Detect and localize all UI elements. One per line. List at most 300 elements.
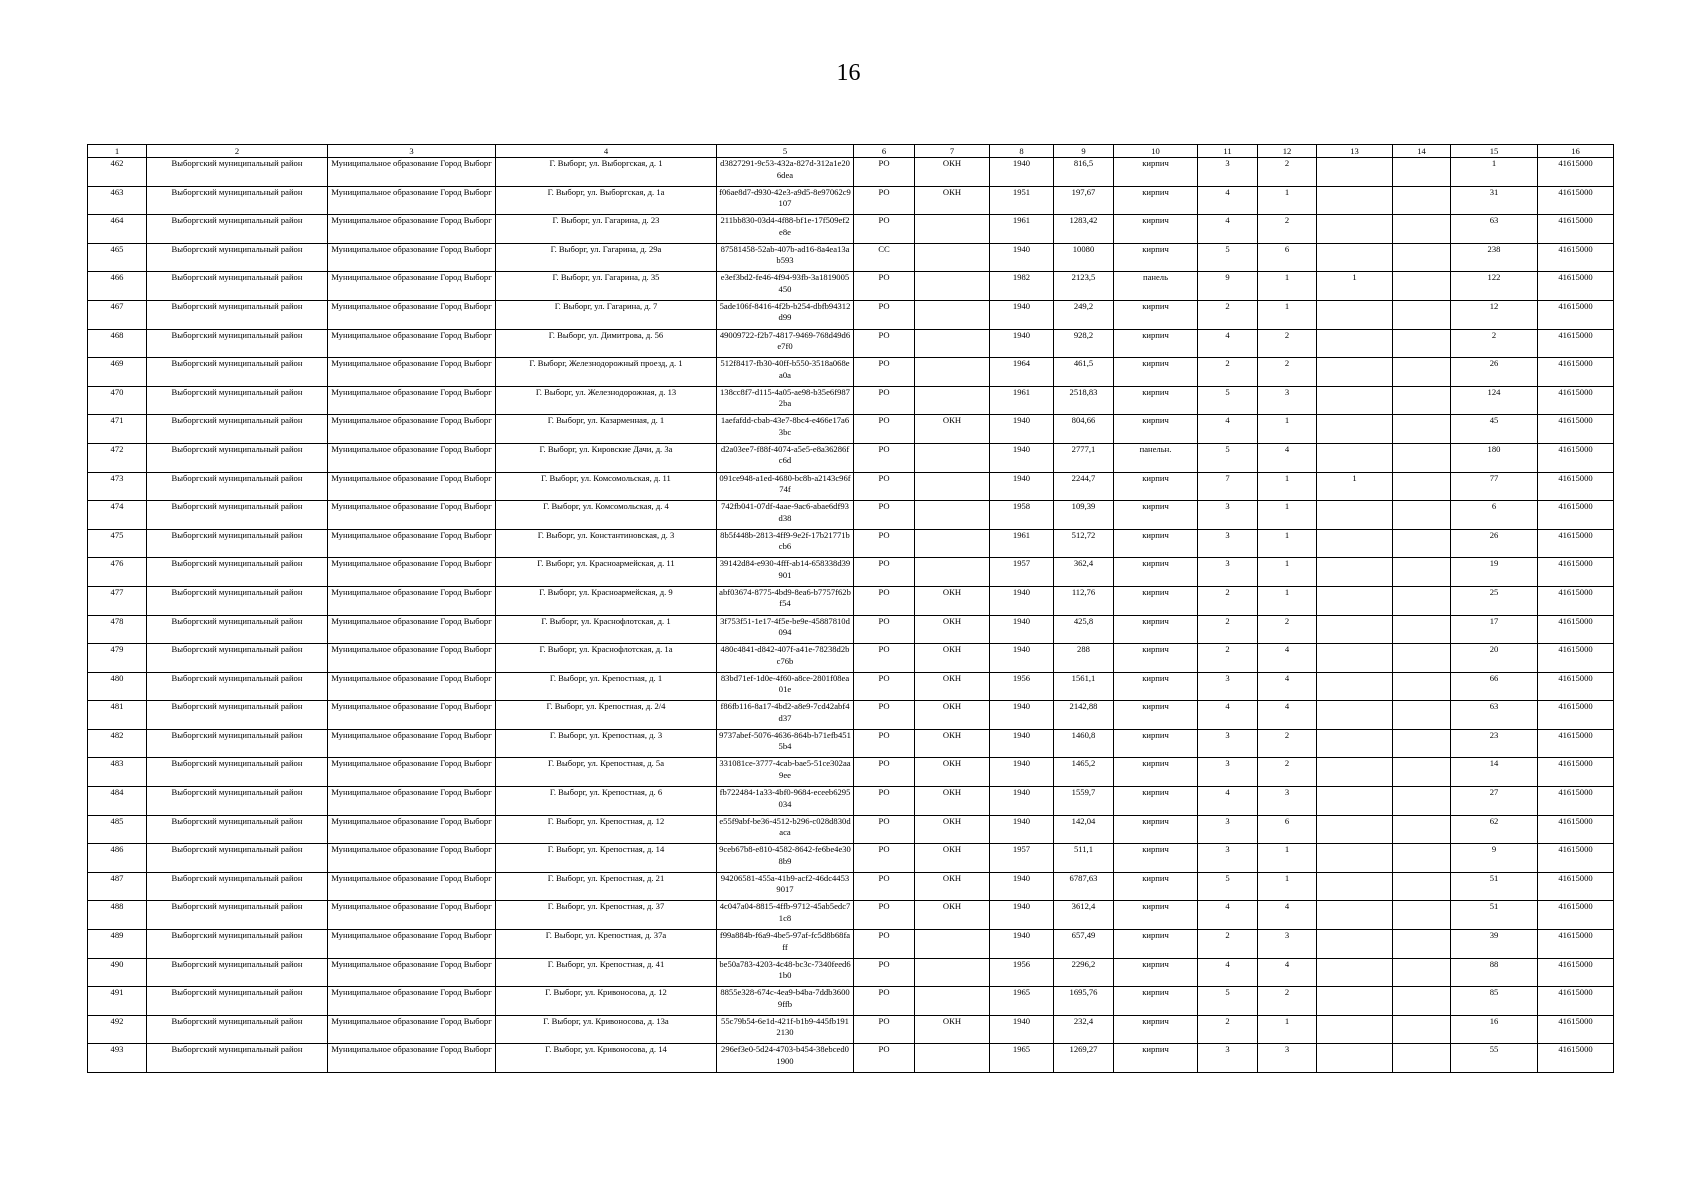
table-row	[88, 586, 1614, 615]
cell-residents: 51	[1451, 872, 1538, 901]
cell-municipality: Муниципальное образование Город Выборг	[328, 1015, 496, 1044]
cell-address: Г. Выборг, ул. Крепостная, д. 5а	[496, 758, 717, 787]
cell-address: Г. Выборг, ул. Крепостная, д. 41	[496, 958, 717, 987]
cell-col-13	[1317, 701, 1393, 730]
table-row	[88, 901, 1614, 930]
cell-wall-material: кирпич	[1114, 787, 1198, 816]
cell-house-guid: f86fb116-8a17-4bd2-a8e9-7cd42abf4d37	[717, 701, 854, 730]
cell-floors: 4	[1198, 787, 1258, 816]
cell-entrances: 2	[1258, 329, 1317, 358]
cell-floors: 2	[1198, 615, 1258, 644]
cell-row-number: 487	[88, 872, 147, 901]
cell-build-year: 1940	[990, 901, 1054, 930]
cell-residents: 26	[1451, 529, 1538, 558]
cell-col-13: 1	[1317, 272, 1393, 301]
cell-entrances: 1	[1258, 186, 1317, 215]
cell-district: Выборгский муниципальный район	[147, 186, 328, 215]
cell-district: Выборгский муниципальный район	[147, 386, 328, 415]
cell-municipality: Муниципальное образование Город Выборг	[328, 329, 496, 358]
cell-residents: 16	[1451, 1015, 1538, 1044]
cell-area: 362,4	[1054, 558, 1114, 587]
cell-floors: 3	[1198, 844, 1258, 873]
cell-entrances: 2	[1258, 758, 1317, 787]
cell-category: РО	[854, 158, 915, 187]
cell-area: 288	[1054, 644, 1114, 673]
cell-col-13	[1317, 186, 1393, 215]
cell-wall-material: кирпич	[1114, 701, 1198, 730]
cell-col-14	[1393, 787, 1451, 816]
cell-col-13	[1317, 644, 1393, 673]
cell-district: Выборгский муниципальный район	[147, 272, 328, 301]
cell-row-number: 478	[88, 615, 147, 644]
table-row	[88, 415, 1614, 444]
cell-category: РО	[854, 787, 915, 816]
cell-district: Выборгский муниципальный район	[147, 672, 328, 701]
cell-address: Г. Выборг, ул. Димитрова, д. 56	[496, 329, 717, 358]
cell-municipality: Муниципальное образование Город Выборг	[328, 272, 496, 301]
cell-floors: 7	[1198, 472, 1258, 501]
cell-wall-material: кирпич	[1114, 329, 1198, 358]
cell-entrances: 3	[1258, 386, 1317, 415]
cell-floors: 2	[1198, 644, 1258, 673]
cell-residents: 31	[1451, 186, 1538, 215]
cell-category: РО	[854, 729, 915, 758]
cell-floors: 3	[1198, 672, 1258, 701]
cell-municipality: Муниципальное образование Город Выборг	[328, 615, 496, 644]
cell-address: Г. Выборг, ул. Крепостная, д. 1	[496, 672, 717, 701]
cell-house-guid: 87581458-52ab-407b-ad16-8a4ea13ab593	[717, 243, 854, 272]
column-header: 5	[717, 145, 854, 158]
cell-district: Выборгский муниципальный район	[147, 787, 328, 816]
cell-oktmo-code: 41615000	[1538, 930, 1614, 959]
cell-district: Выборгский муниципальный район	[147, 815, 328, 844]
cell-col-13	[1317, 672, 1393, 701]
cell-address: Г. Выборг, ул. Гагарина, д. 23	[496, 215, 717, 244]
cell-col-14	[1393, 300, 1451, 329]
table-row	[88, 1015, 1614, 1044]
cell-category: РО	[854, 987, 915, 1016]
cell-district: Выборгский муниципальный район	[147, 358, 328, 387]
column-header: 14	[1393, 145, 1451, 158]
cell-entrances: 4	[1258, 958, 1317, 987]
cell-residents: 2	[1451, 329, 1538, 358]
cell-entrances: 1	[1258, 415, 1317, 444]
column-header: 4	[496, 145, 717, 158]
cell-col-14	[1393, 644, 1451, 673]
cell-wall-material: кирпич	[1114, 558, 1198, 587]
column-header: 13	[1317, 145, 1393, 158]
table-row	[88, 158, 1614, 187]
cell-col-13	[1317, 758, 1393, 787]
cell-area: 1460,8	[1054, 729, 1114, 758]
cell-oktmo-code: 41615000	[1538, 672, 1614, 701]
cell-col-14	[1393, 358, 1451, 387]
cell-entrances: 1	[1258, 872, 1317, 901]
cell-district: Выборгский муниципальный район	[147, 586, 328, 615]
cell-entrances: 3	[1258, 787, 1317, 816]
cell-col-14	[1393, 472, 1451, 501]
cell-row-number: 486	[88, 844, 147, 873]
cell-row-number: 463	[88, 186, 147, 215]
cell-floors: 4	[1198, 415, 1258, 444]
cell-floors: 2	[1198, 586, 1258, 615]
column-header: 12	[1258, 145, 1317, 158]
cell-entrances: 1	[1258, 501, 1317, 530]
cell-address: Г. Выборг, ул. Комсомольская, д. 11	[496, 472, 717, 501]
cell-district: Выборгский муниципальный район	[147, 758, 328, 787]
cell-address: Г. Выборг, ул. Гагарина, д. 7	[496, 300, 717, 329]
cell-build-year: 1958	[990, 501, 1054, 530]
cell-address: Г. Выборг, ул. Гагарина, д. 29а	[496, 243, 717, 272]
table-row	[88, 930, 1614, 959]
cell-floors: 3	[1198, 758, 1258, 787]
cell-wall-material: кирпич	[1114, 901, 1198, 930]
cell-area: 2777,1	[1054, 443, 1114, 472]
cell-wall-material: кирпич	[1114, 729, 1198, 758]
cell-residents: 51	[1451, 901, 1538, 930]
cell-oktmo-code: 41615000	[1538, 1044, 1614, 1073]
cell-residents: 62	[1451, 815, 1538, 844]
cell-district: Выборгский муниципальный район	[147, 300, 328, 329]
cell-wall-material: кирпич	[1114, 758, 1198, 787]
table-row	[88, 644, 1614, 673]
cell-residents: 20	[1451, 644, 1538, 673]
cell-address: Г. Выборг, ул. Красноармейская, д. 11	[496, 558, 717, 587]
cell-row-number: 485	[88, 815, 147, 844]
cell-entrances: 1	[1258, 844, 1317, 873]
cell-entrances: 3	[1258, 930, 1317, 959]
cell-col-14	[1393, 701, 1451, 730]
cell-row-number: 492	[88, 1015, 147, 1044]
cell-heritage-status	[915, 243, 990, 272]
table-row	[88, 787, 1614, 816]
cell-floors: 5	[1198, 987, 1258, 1016]
cell-build-year: 1965	[990, 1044, 1054, 1073]
cell-municipality: Муниципальное образование Город Выборг	[328, 443, 496, 472]
cell-area: 1283,42	[1054, 215, 1114, 244]
cell-entrances: 3	[1258, 1044, 1317, 1073]
cell-oktmo-code: 41615000	[1538, 729, 1614, 758]
cell-wall-material: кирпич	[1114, 158, 1198, 187]
cell-col-14	[1393, 958, 1451, 987]
table-row	[88, 729, 1614, 758]
cell-address: Г. Выборг, ул. Крепостная, д. 21	[496, 872, 717, 901]
table-row	[88, 186, 1614, 215]
cell-oktmo-code: 41615000	[1538, 987, 1614, 1016]
cell-category: РО	[854, 272, 915, 301]
table-row	[88, 844, 1614, 873]
cell-category: РО	[854, 701, 915, 730]
cell-oktmo-code: 41615000	[1538, 758, 1614, 787]
cell-wall-material: кирпич	[1114, 815, 1198, 844]
cell-col-13	[1317, 300, 1393, 329]
cell-address: Г. Выборг, ул. Красноармейская, д. 9	[496, 586, 717, 615]
table-body	[88, 158, 1614, 1073]
cell-floors: 4	[1198, 329, 1258, 358]
cell-district: Выборгский муниципальный район	[147, 1015, 328, 1044]
cell-floors: 4	[1198, 701, 1258, 730]
cell-heritage-status: ОКН	[915, 672, 990, 701]
cell-col-14	[1393, 729, 1451, 758]
table-row	[88, 215, 1614, 244]
cell-residents: 12	[1451, 300, 1538, 329]
cell-area: 657,49	[1054, 930, 1114, 959]
cell-wall-material: кирпич	[1114, 472, 1198, 501]
cell-col-13	[1317, 529, 1393, 558]
cell-col-14	[1393, 901, 1451, 930]
cell-build-year: 1965	[990, 987, 1054, 1016]
cell-district: Выборгский муниципальный район	[147, 844, 328, 873]
page-number: 16	[836, 60, 861, 86]
cell-category: РО	[854, 815, 915, 844]
cell-build-year: 1940	[990, 644, 1054, 673]
cell-entrances: 2	[1258, 987, 1317, 1016]
cell-build-year: 1940	[990, 930, 1054, 959]
cell-category: РО	[854, 386, 915, 415]
column-header: 7	[915, 145, 990, 158]
cell-heritage-status: ОКН	[915, 872, 990, 901]
cell-district: Выборгский муниципальный район	[147, 472, 328, 501]
cell-wall-material: кирпич	[1114, 501, 1198, 530]
cell-entrances: 2	[1258, 729, 1317, 758]
cell-build-year: 1940	[990, 586, 1054, 615]
cell-area: 511,1	[1054, 844, 1114, 873]
cell-heritage-status: ОКН	[915, 644, 990, 673]
cell-build-year: 1940	[990, 615, 1054, 644]
cell-oktmo-code: 41615000	[1538, 501, 1614, 530]
cell-wall-material: кирпич	[1114, 529, 1198, 558]
cell-area: 232,4	[1054, 1015, 1114, 1044]
cell-entrances: 1	[1258, 586, 1317, 615]
cell-col-13	[1317, 158, 1393, 187]
cell-oktmo-code: 41615000	[1538, 443, 1614, 472]
cell-col-13	[1317, 443, 1393, 472]
column-header: 1	[88, 145, 147, 158]
cell-build-year: 1940	[990, 1015, 1054, 1044]
cell-floors: 2	[1198, 300, 1258, 329]
cell-build-year: 1940	[990, 472, 1054, 501]
cell-residents: 88	[1451, 958, 1538, 987]
cell-build-year: 1956	[990, 958, 1054, 987]
table-row	[88, 958, 1614, 987]
cell-oktmo-code: 41615000	[1538, 615, 1614, 644]
cell-heritage-status	[915, 358, 990, 387]
cell-address: Г. Выборг, ул. Крепостная, д. 12	[496, 815, 717, 844]
cell-house-guid: 9ceb67b8-e810-4582-8642-fe6be4e308b9	[717, 844, 854, 873]
cell-address: Г. Выборг, ул. Кривоносова, д. 12	[496, 987, 717, 1016]
cell-district: Выборгский муниципальный район	[147, 415, 328, 444]
cell-wall-material: кирпич	[1114, 987, 1198, 1016]
column-header: 2	[147, 145, 328, 158]
cell-residents: 26	[1451, 358, 1538, 387]
cell-floors: 3	[1198, 558, 1258, 587]
cell-build-year: 1951	[990, 186, 1054, 215]
cell-address: Г. Выборг, ул. Комсомольская, д. 4	[496, 501, 717, 530]
cell-heritage-status: ОКН	[915, 815, 990, 844]
cell-residents: 39	[1451, 930, 1538, 959]
cell-wall-material: кирпич	[1114, 415, 1198, 444]
cell-col-13	[1317, 501, 1393, 530]
cell-col-13	[1317, 1015, 1393, 1044]
cell-category: РО	[854, 443, 915, 472]
cell-build-year: 1940	[990, 815, 1054, 844]
cell-row-number: 480	[88, 672, 147, 701]
cell-floors: 3	[1198, 729, 1258, 758]
cell-house-guid: d3827291-9c53-432a-827d-312a1e206dea	[717, 158, 854, 187]
cell-build-year: 1957	[990, 558, 1054, 587]
cell-area: 425,8	[1054, 615, 1114, 644]
cell-heritage-status: ОКН	[915, 1015, 990, 1044]
cell-municipality: Муниципальное образование Город Выборг	[328, 186, 496, 215]
cell-wall-material: кирпич	[1114, 358, 1198, 387]
cell-row-number: 484	[88, 787, 147, 816]
cell-entrances: 1	[1258, 558, 1317, 587]
cell-area: 2244,7	[1054, 472, 1114, 501]
cell-entrances: 2	[1258, 358, 1317, 387]
cell-house-guid: 8855e328-674c-4ea9-b4ba-7ddb36009ffb	[717, 987, 854, 1016]
cell-category: РО	[854, 844, 915, 873]
cell-col-13	[1317, 1044, 1393, 1073]
cell-wall-material: кирпич	[1114, 644, 1198, 673]
table-row	[88, 872, 1614, 901]
cell-house-guid: 480c4841-d842-407f-a41e-78238d2bc76b	[717, 644, 854, 673]
cell-floors: 5	[1198, 872, 1258, 901]
cell-residents: 17	[1451, 615, 1538, 644]
cell-build-year: 1956	[990, 672, 1054, 701]
cell-col-13	[1317, 415, 1393, 444]
cell-heritage-status: ОКН	[915, 701, 990, 730]
cell-house-guid: 83bd71ef-1d0e-4f60-a8ce-2801f08ea01e	[717, 672, 854, 701]
cell-entrances: 2	[1258, 158, 1317, 187]
cell-municipality: Муниципальное образование Город Выборг	[328, 787, 496, 816]
cell-wall-material: кирпич	[1114, 215, 1198, 244]
cell-municipality: Муниципальное образование Город Выборг	[328, 901, 496, 930]
cell-row-number: 491	[88, 987, 147, 1016]
cell-oktmo-code: 41615000	[1538, 243, 1614, 272]
cell-area: 10080	[1054, 243, 1114, 272]
cell-build-year: 1940	[990, 443, 1054, 472]
cell-floors: 5	[1198, 386, 1258, 415]
cell-wall-material: кирпич	[1114, 844, 1198, 873]
cell-row-number: 462	[88, 158, 147, 187]
cell-house-guid: 39142d84-e930-4fff-ab14-658338d39901	[717, 558, 854, 587]
cell-oktmo-code: 41615000	[1538, 701, 1614, 730]
cell-oktmo-code: 41615000	[1538, 386, 1614, 415]
cell-area: 512,72	[1054, 529, 1114, 558]
cell-category: РО	[854, 501, 915, 530]
cell-row-number: 470	[88, 386, 147, 415]
cell-heritage-status	[915, 529, 990, 558]
table-header	[88, 145, 1614, 158]
cell-residents: 25	[1451, 586, 1538, 615]
cell-row-number: 465	[88, 243, 147, 272]
cell-house-guid: 94206581-455a-41b9-acf2-46dc44539017	[717, 872, 854, 901]
cell-entrances: 2	[1258, 615, 1317, 644]
cell-heritage-status	[915, 443, 990, 472]
cell-oktmo-code: 41615000	[1538, 844, 1614, 873]
cell-floors: 5	[1198, 243, 1258, 272]
cell-district: Выборгский муниципальный район	[147, 901, 328, 930]
cell-category: РО	[854, 901, 915, 930]
cell-entrances: 1	[1258, 529, 1317, 558]
table-row	[88, 358, 1614, 387]
cell-floors: 3	[1198, 501, 1258, 530]
cell-build-year: 1982	[990, 272, 1054, 301]
table-row	[88, 300, 1614, 329]
table-row	[88, 815, 1614, 844]
cell-build-year: 1940	[990, 329, 1054, 358]
cell-oktmo-code: 41615000	[1538, 815, 1614, 844]
cell-municipality: Муниципальное образование Город Выборг	[328, 529, 496, 558]
cell-col-14	[1393, 272, 1451, 301]
cell-heritage-status	[915, 300, 990, 329]
cell-municipality: Муниципальное образование Город Выборг	[328, 672, 496, 701]
cell-build-year: 1940	[990, 872, 1054, 901]
cell-district: Выборгский муниципальный район	[147, 987, 328, 1016]
cell-col-13	[1317, 787, 1393, 816]
cell-residents: 122	[1451, 272, 1538, 301]
cell-heritage-status: ОКН	[915, 787, 990, 816]
cell-municipality: Муниципальное образование Город Выборг	[328, 758, 496, 787]
cell-house-guid: 8b5f448b-2813-4ff9-9e2f-17b21771bcb6	[717, 529, 854, 558]
cell-col-14	[1393, 415, 1451, 444]
cell-area: 109,39	[1054, 501, 1114, 530]
cell-category: РО	[854, 186, 915, 215]
cell-municipality: Муниципальное образование Город Выборг	[328, 815, 496, 844]
cell-residents: 45	[1451, 415, 1538, 444]
cell-col-13	[1317, 872, 1393, 901]
cell-col-13	[1317, 329, 1393, 358]
cell-area: 816,5	[1054, 158, 1114, 187]
cell-category: РО	[854, 215, 915, 244]
cell-heritage-status	[915, 987, 990, 1016]
cell-entrances: 4	[1258, 901, 1317, 930]
cell-entrances: 6	[1258, 243, 1317, 272]
cell-house-guid: 138cc8f7-d115-4a05-ae98-b35e6f9872ba	[717, 386, 854, 415]
table-row	[88, 701, 1614, 730]
cell-heritage-status: ОКН	[915, 415, 990, 444]
cell-floors: 3	[1198, 815, 1258, 844]
column-header: 8	[990, 145, 1054, 158]
cell-col-14	[1393, 987, 1451, 1016]
table-row	[88, 443, 1614, 472]
cell-district: Выборгский муниципальный район	[147, 443, 328, 472]
cell-address: Г. Выборг, ул. Железнодорожная, д. 13	[496, 386, 717, 415]
cell-residents: 63	[1451, 701, 1538, 730]
cell-category: РО	[854, 872, 915, 901]
cell-municipality: Муниципальное образование Город Выборг	[328, 300, 496, 329]
cell-municipality: Муниципальное образование Город Выборг	[328, 158, 496, 187]
cell-area: 142,04	[1054, 815, 1114, 844]
cell-category: СС	[854, 243, 915, 272]
cell-category: РО	[854, 558, 915, 587]
cell-municipality: Муниципальное образование Город Выборг	[328, 1044, 496, 1073]
cell-district: Выборгский муниципальный район	[147, 329, 328, 358]
cell-municipality: Муниципальное образование Город Выборг	[328, 958, 496, 987]
cell-house-guid: 55c79b54-6e1d-421f-b1b9-445fb1912130	[717, 1015, 854, 1044]
cell-build-year: 1957	[990, 844, 1054, 873]
cell-area: 6787,63	[1054, 872, 1114, 901]
cell-residents: 6	[1451, 501, 1538, 530]
cell-oktmo-code: 41615000	[1538, 272, 1614, 301]
cell-area: 461,5	[1054, 358, 1114, 387]
cell-category: РО	[854, 615, 915, 644]
cell-municipality: Муниципальное образование Город Выборг	[328, 729, 496, 758]
cell-oktmo-code: 41615000	[1538, 1015, 1614, 1044]
column-header: 16	[1538, 145, 1614, 158]
cell-area: 249,2	[1054, 300, 1114, 329]
cell-district: Выборгский муниципальный район	[147, 243, 328, 272]
